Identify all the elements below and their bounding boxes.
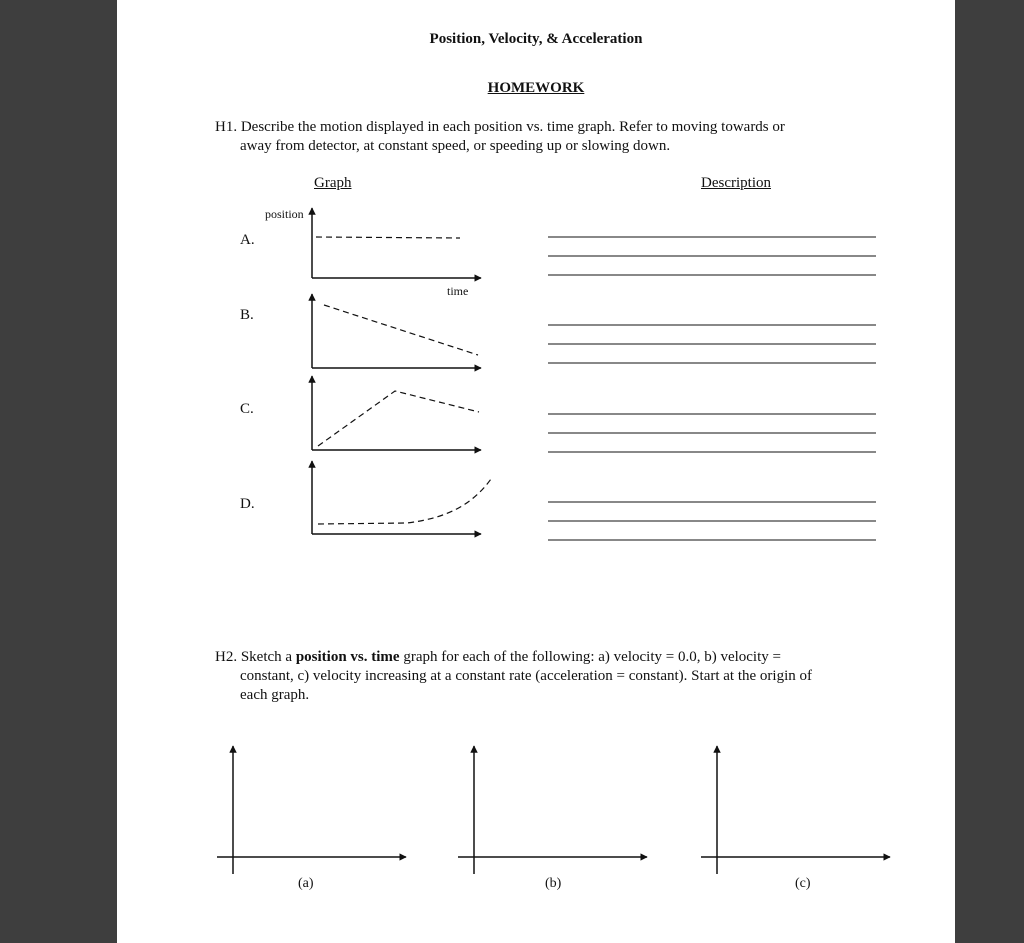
row-label-d: D.	[240, 496, 255, 512]
x-axis-label: time	[447, 284, 469, 298]
sketch-axes-c	[701, 746, 890, 874]
graph-b-curve	[324, 305, 478, 355]
document-page	[117, 0, 955, 943]
question-text-line2: away from detector, at constant speed, or speeding up or slowing down.	[240, 138, 671, 154]
graph-c	[312, 376, 481, 450]
question-h2	[215, 648, 880, 705]
sketch-axes-a	[217, 746, 406, 874]
question-text-pre: Sketch a	[240, 649, 296, 665]
question-text-line1: Describe the motion displayed in each position vs. time graph. Refer to moving towards or	[240, 119, 785, 135]
description-column-header: Description	[701, 175, 771, 191]
section-heading: HOMEWORK	[487, 80, 585, 96]
question-text-line1: graph for each of the following: a) velocity = 0.0, b) velocity =	[399, 649, 781, 665]
row-label-a: A.	[240, 232, 255, 248]
graph-c-curve	[318, 391, 479, 446]
sketch-axes-b	[458, 746, 647, 874]
graph-a	[312, 208, 481, 278]
row-label-c: C.	[240, 401, 254, 417]
row-label-b: B.	[240, 307, 254, 323]
question-text-bold: position vs. time	[295, 649, 400, 665]
question-text-line2: constant, c) velocity increasing at a constant rate (acceleration = constant). Start at the origin of	[240, 668, 812, 684]
y-axis-label: position	[265, 207, 304, 221]
question-text-line3: each graph.	[240, 687, 310, 703]
graph-d-curve	[318, 479, 491, 524]
question-number: H2.	[215, 649, 238, 665]
document-title: Position, Velocity, & Acceleration	[429, 31, 643, 47]
graph-drawings	[117, 0, 955, 943]
graph-b	[312, 294, 481, 368]
question-number: H1.	[215, 119, 238, 135]
sketch-label-c: (c)	[795, 876, 811, 891]
graph-d	[312, 461, 491, 534]
graph-a-curve	[316, 237, 460, 238]
description-lines	[548, 237, 876, 540]
sketch-label-a: (a)	[298, 876, 314, 891]
graph-column-header: Graph	[314, 175, 352, 191]
sketch-label-b: (b)	[545, 876, 562, 891]
